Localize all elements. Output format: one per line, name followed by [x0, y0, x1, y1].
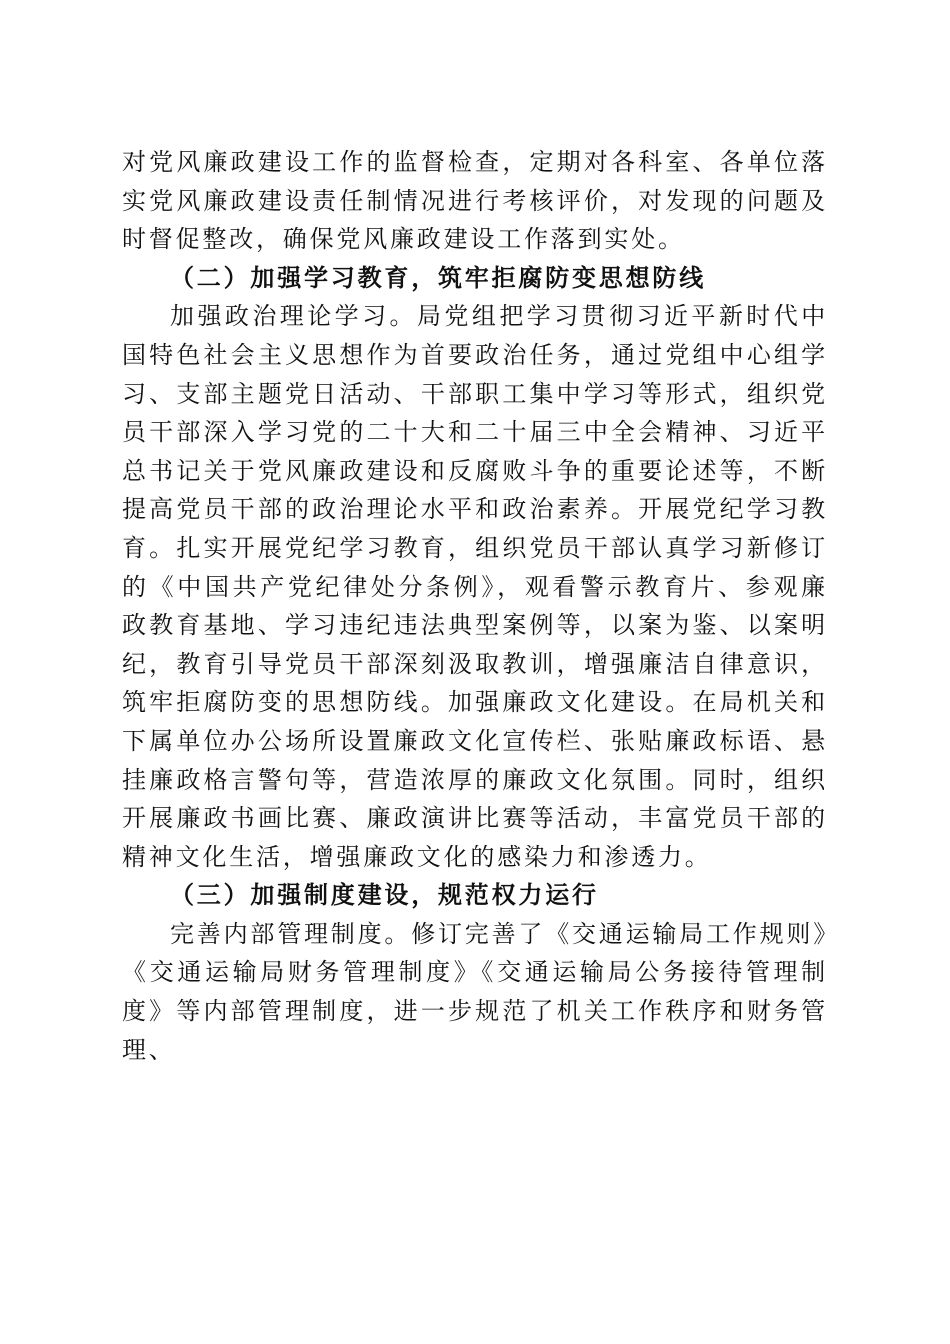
paragraph-internal-rules: 完善内部管理制度。修订完善了《交通运输局工作规则》《交通运输局财务管理制度》《交通运输局公务接待管理制度》等内部管理制度，进一步规范了机关工作秩序和财务管理、	[122, 919, 828, 1064]
section-heading-3: （三）加强制度建设，规范权力运行	[170, 880, 599, 910]
paragraph-study-education: 加强政治理论学习。局党组把学习贯彻习近平新时代中国特色社会主义思想作为首要政治任务，通过党组中心组学习、支部主题党日活动、干部职工集中学习等形式，组织党员干部深入学习党的二十大和二十届三中全会精神、习近平总书记关于党风廉政建设和反腐败斗争的重要论述等，不断提高党员干部的政治理论水平和政治素养。开展党纪学习教育。扎实开展党纪学习教育，组织党员干部认真学习新修订的《中国共产党纪律处分条例》，观看警示教育片、参观廉政教育基地、学习违纪违法典型案例等，以案为鉴、以案明纪，教育引导党员干部深刻汲取教训，增强廉洁自律意识，筑牢拒腐防变的思想防线。加强廉政文化建设。在局机关和下属单位办公场所设置廉政文化宣传栏、张贴廉政标语、悬挂廉政格言警句等，营造浓厚的廉政文化氛围。同时，组织开展廉政书画比赛、廉政演讲比赛等活动，丰富党员干部的精神文化生活，增强廉政文化的感染力和渗透力。	[122, 302, 828, 871]
document-body	[122, 143, 828, 1069]
paragraph-supervision-continued: 对党风廉政建设工作的监督检查，定期对各科室、各单位落实党风廉政建设责任制情况进行考核评价，对发现的问题及时督促整改，确保党风廉政建设工作落到实处。	[122, 148, 828, 254]
section-heading-2: （二）加强学习教育，筑牢拒腐防变思想防线	[170, 262, 706, 292]
